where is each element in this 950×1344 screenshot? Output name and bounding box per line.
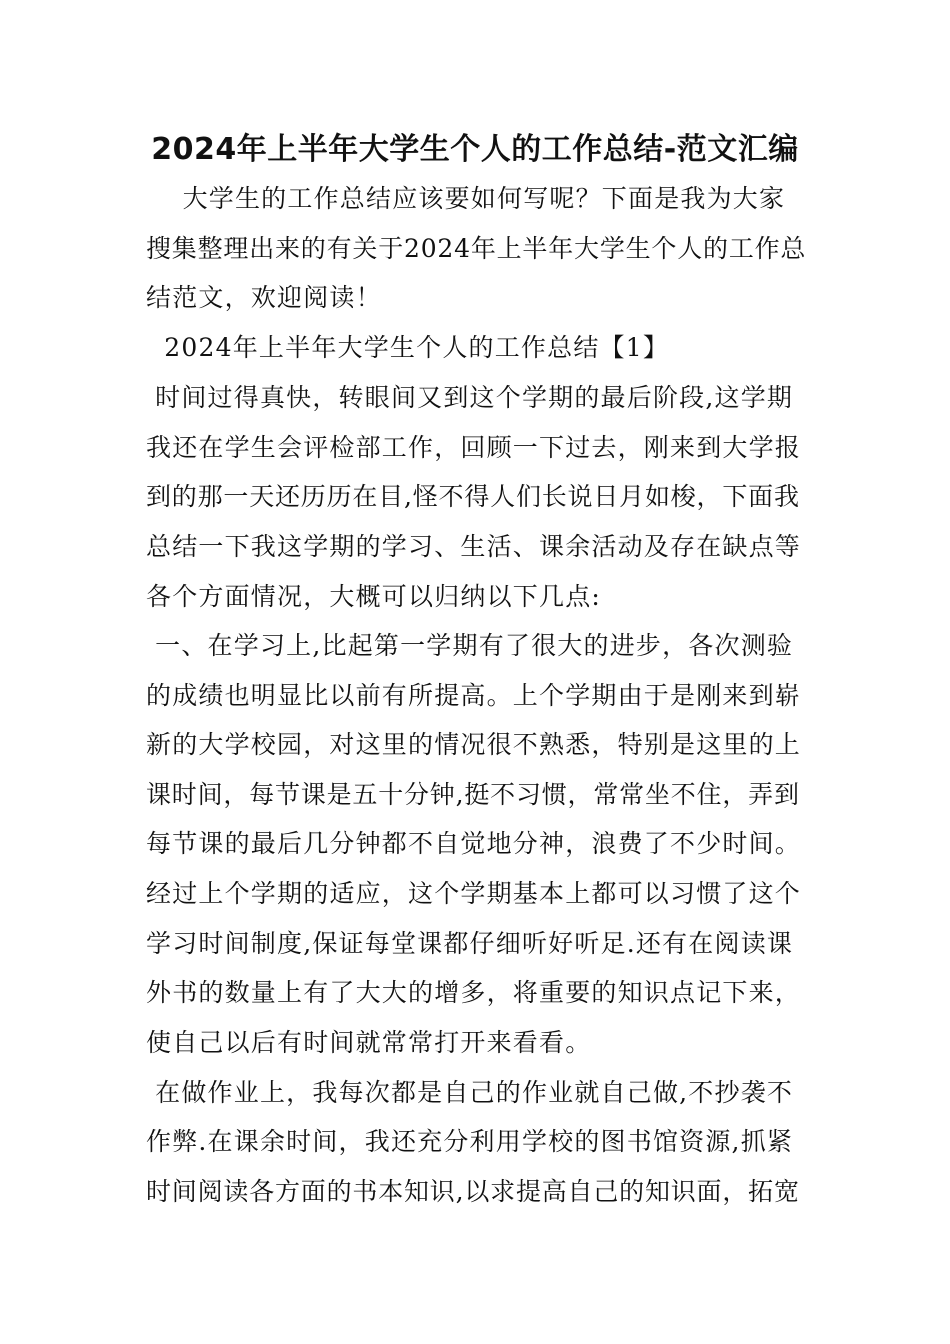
text-line: 经过上个学期的适应，这个学期基本上都可以习惯了这个 [146,879,802,908]
text-line: 各个方面情况，大概可以归纳以下几点: [146,582,602,611]
document-title: 2024年上半年大学生个人的工作总结-范文汇编 [151,132,799,167]
text-line: 学习时间制度,保证每堂课都仔细听好听足.还有在阅读课 [146,929,794,958]
text-line: 在做作业上，我每次都是自己的作业就自己做,不抄袭不 [146,1078,794,1107]
text-line: 课时间，每节课是五十分钟,挺不习惯，常常坐不住，弄到 [146,780,800,809]
text-line: 新的大学校园，对这里的情况很不熟悉，特别是这里的上 [146,730,802,759]
text-line: 外书的数量上有了大大的增多，将重要的知识点记下来， [146,978,802,1007]
text-line: 一、在学习上,比起第一学期有了很大的进步，各次测验 [146,631,794,660]
text-line: 每节课的最后几分钟都不自觉地分神，浪费了不少时间。 [146,829,802,858]
text-line: 到的那一天还历历在目,怪不得人们长说日月如梭，下面我 [146,482,800,511]
section-heading: 2024年上半年大学生个人的工作总结【1】 [146,333,670,362]
text-line: 使自己以后有时间就常常打开来看看。 [146,1028,592,1057]
text-line: 的成绩也明显比以前有所提高。上个学期由于是刚来到崭 [146,681,802,710]
text-line: 作弊.在课余时间，我还充分利用学校的图书馆资源,抓紧 [146,1127,794,1156]
text-line: 大学生的工作总结应该要如何写呢？下面是我为大家 [146,184,786,213]
text-line: 我还在学生会评检部工作，回顾一下过去，刚来到大学报 [146,433,802,462]
text-line: 结范文，欢迎阅读！ [146,283,382,312]
text-line: 时间过得真快，转眼间又到这个学期的最后阶段,这学期 [146,383,794,412]
text-line: 时间阅读各方面的书本知识,以求提高自己的知识面，拓宽 [146,1177,800,1206]
text-line: 总结一下我这学期的学习、生活、课余活动及存在缺点等 [146,532,802,561]
text-line: 搜集整理出来的有关于2024年上半年大学生个人的工作总 [146,234,807,263]
